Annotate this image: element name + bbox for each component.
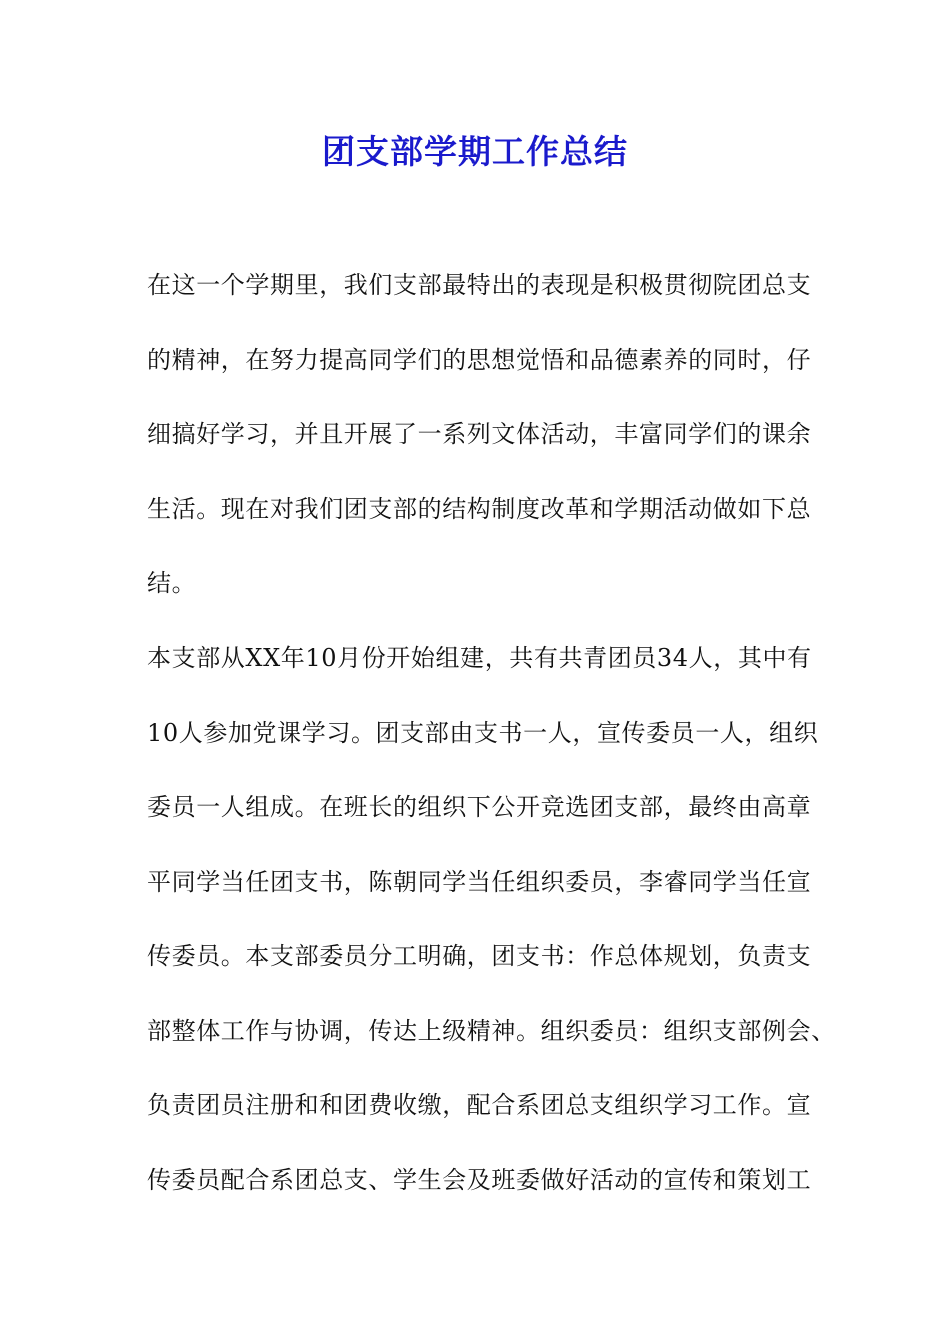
paragraph-line: 10人参加党课学习。团支部由支书一人，宣传委员一人，组织 xyxy=(147,718,819,747)
paragraph-1 xyxy=(147,248,827,621)
paragraph-line: 传委员。本支部委员分工明确，团支书：作总体规划，负责支 xyxy=(147,942,812,970)
paragraph-2 xyxy=(147,621,836,1217)
paragraph-line: 生活。现在对我们团支部的结构制度改革和学期活动做如下总 xyxy=(147,494,812,523)
paragraph-line: 委员一人组成。在班长的组织下公开竞选团支部，最终由高章 xyxy=(147,793,812,821)
paragraph-line: 本支部从XX年10月份开始组建，共有共青团员34人，其中有 xyxy=(147,644,812,672)
document-title: 团支部学期工作总结 xyxy=(322,132,628,171)
paragraph-line: 负责团员注册和和团费收缴，配合系团总支组织学习工作。宣 xyxy=(147,1091,812,1119)
paragraph-line: 的精神，在努力提高同学们的思想觉悟和品德素养的同时，仔 xyxy=(147,345,812,374)
paragraph-line: 在这一个学期里，我们支部最特出的表现是积极贯彻院团总支 xyxy=(147,271,812,299)
paragraph-line: 部整体工作与协调，传达上级精神。组织委员：组织支部例会、 xyxy=(147,1016,836,1045)
paragraph-line: 结。 xyxy=(147,569,197,597)
paragraph-line: 传委员配合系团总支、学生会及班委做好活动的宣传和策划工 xyxy=(147,1165,812,1194)
paragraph-line: 细搞好学习，并且开展了一系列文体活动，丰富同学们的课余 xyxy=(147,420,812,448)
paragraph-line: 平同学当任团支书，陈朝同学当任组织委员，李睿同学当任宣 xyxy=(147,867,812,896)
